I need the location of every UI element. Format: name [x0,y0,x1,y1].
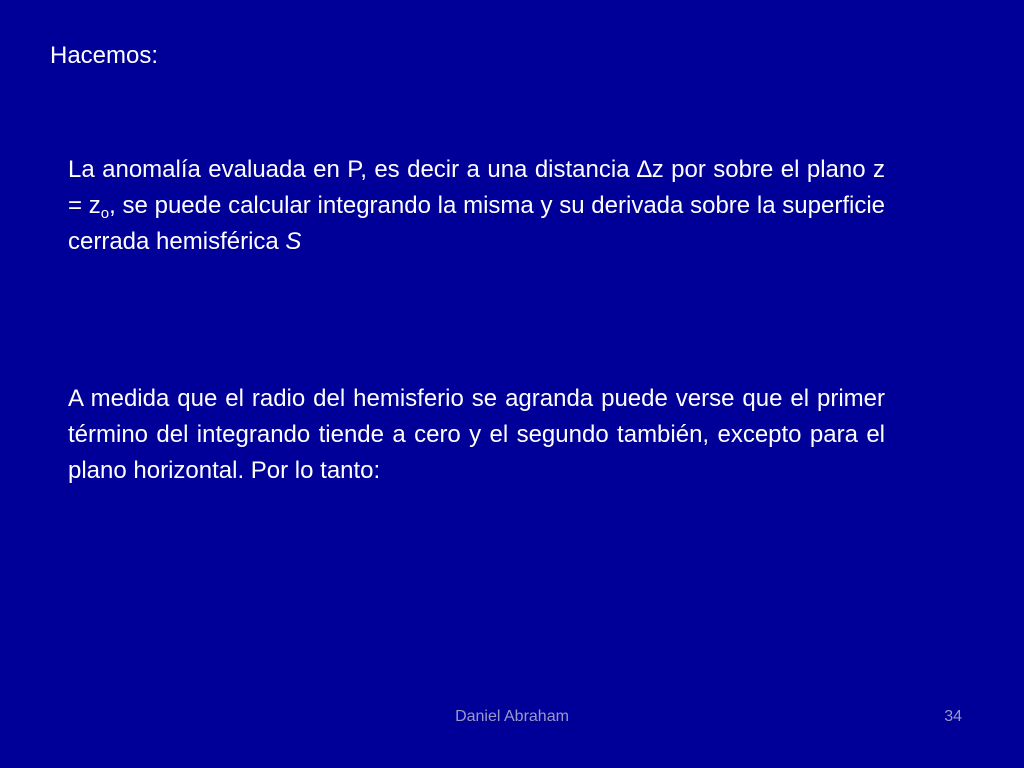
paragraph-anomaly-text-middle: z por sobre el plano z = z [68,156,886,219]
surface-symbol: S [285,228,302,255]
footer-author: Daniel Abraham [455,708,569,725]
delta-symbol: ∆ [637,156,652,183]
paragraph-anomaly-text-end: , se puede calcular integrando la misma y su derivada sobre la superficie cerrada hemisférica [68,192,886,255]
paragraph-anomaly [68,152,885,260]
slide-heading: Hacemos: [50,42,159,69]
page-number: 34 [944,708,962,725]
z-subscript: o [100,205,110,222]
paragraph-hemisphere: A medida que el radio del hemisferio se agranda puede verse que el primer término del integrando tiende a cero y el segundo también, excepto para el plano horizontal. Por lo tanto: [68,385,885,484]
paragraph-anomaly-text-start: La anomalía evaluada en P, es decir a una distancia [68,156,637,183]
